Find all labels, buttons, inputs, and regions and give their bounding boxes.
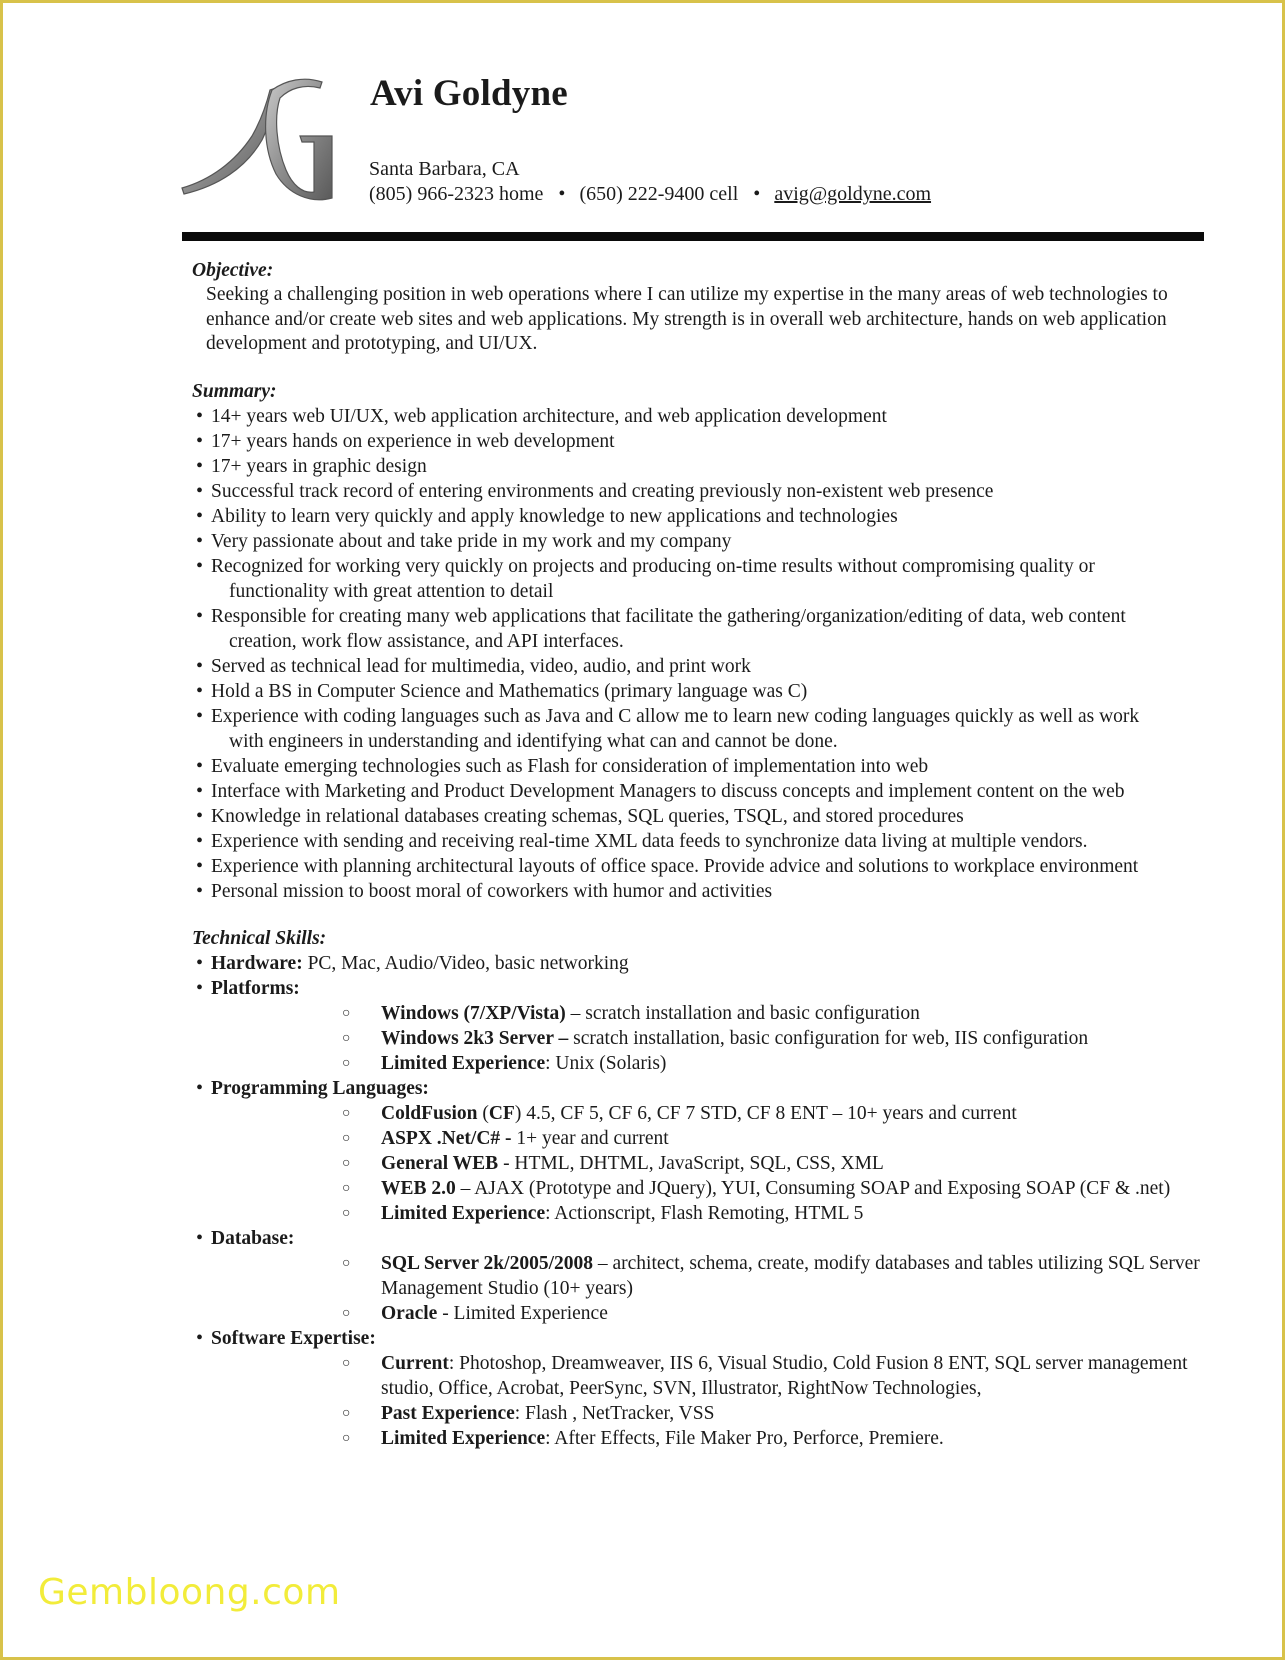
summary-item: • Personal mission to boost moral of coworkers with humor and activities: [192, 879, 1232, 904]
watermark: Gembloong.com: [38, 1572, 341, 1613]
skill-entry: ○ ASPX .Net/C# - 1+ year and current: [342, 1126, 1232, 1151]
summary-item: • Successful track record of entering environments and creating previously non-existent web presence: [192, 479, 1232, 504]
skill-entry: ○ Limited Experience: Unix (Solaris): [342, 1051, 1232, 1076]
ag-monogram-logo: [180, 76, 355, 206]
summary-list: [192, 404, 1232, 904]
skill-entry: ○ WEB 2.0 – AJAX (Prototype and JQuery), YUI, Consuming SOAP and Exposing SOAP (CF & .net): [342, 1176, 1232, 1201]
skill-entry: ○ SQL Server 2k/2005/2008 – architect, schema, create, modify databases and tables utilizing SQL Server Management Studio (10+ years): [342, 1251, 1232, 1301]
skills-title: Technical Skills:: [192, 927, 327, 949]
summary-item: • Hold a BS in Computer Science and Mathematics (primary language was C): [192, 679, 1232, 704]
cell-phone: (650) 222-9400 cell: [579, 183, 739, 205]
skill-entry: ○ ColdFusion (CF) 4.5, CF 5, CF 6, CF 7 STD, CF 8 ENT – 10+ years and current: [342, 1101, 1232, 1126]
separator: •: [753, 183, 761, 205]
skill-languages: • Programming Languages:: [192, 1076, 1232, 1101]
summary-item: • 14+ years web UI/UX, web application architecture, and web application development: [192, 404, 1232, 429]
summary-item: • Experience with sending and receiving real-time XML data feeds to synchronize data living at multiple vendors.: [192, 829, 1232, 854]
skill-entry: ○ Windows 2k3 Server – scratch installation, basic configuration for web, IIS configuration: [342, 1026, 1232, 1051]
skill-entry: ○ Oracle - Limited Experience: [342, 1301, 1232, 1326]
summary-item: • Ability to learn very quickly and apply knowledge to new applications and technologies: [192, 504, 1232, 529]
skill-entry: ○ Windows (7/XP/Vista) – scratch installation and basic configuration: [342, 1001, 1232, 1026]
summary-item: • Evaluate emerging technologies such as Flash for consideration of implementation into web: [192, 754, 1232, 779]
skills-list: [192, 951, 1232, 1001]
skill-entry: ○ Past Experience: Flash , NetTracker, VSS: [342, 1401, 1232, 1426]
email-link[interactable]: avig@goldyne.com: [774, 183, 932, 205]
skill-database: • Database:: [192, 1226, 1232, 1251]
software-list: [192, 1351, 1232, 1451]
skill-entry: ○ Limited Experience: Actionscript, Flash Remoting, HTML 5: [342, 1201, 1232, 1226]
platforms-list: [192, 1001, 1232, 1076]
summary-item: • Served as technical lead for multimedia, video, audio, and print work: [192, 654, 1232, 679]
summary-item: • Interface with Marketing and Product Development Managers to discuss concepts and implement content on the web: [192, 779, 1232, 804]
skill-hardware: • Hardware: PC, Mac, Audio/Video, basic networking: [192, 951, 1232, 976]
summary-item: • Recognized for working very quickly on projects and producing on-time results without compromising quality or functionality with great attention to detail: [192, 554, 1232, 604]
header-rule: [182, 232, 1204, 241]
summary-item: • Knowledge in relational databases creating schemas, SQL queries, TSQL, and stored procedures: [192, 804, 1232, 829]
skill-software: • Software Expertise:: [192, 1326, 1232, 1351]
summary-item: • 17+ years hands on experience in web development: [192, 429, 1232, 454]
candidate-name: Avi Goldyne: [370, 73, 568, 114]
languages-list: [192, 1101, 1232, 1226]
resume-body: [192, 258, 1232, 1451]
summary-item: • Very passionate about and take pride in my work and my company: [192, 529, 1232, 554]
skill-entry: ○ Current: Photoshop, Dreamweaver, IIS 6, Visual Studio, Cold Fusion 8 ENT, SQL server management studio, Office, Acrobat, PeerSync, SVN, Illustrator, RightNow Technologies,: [342, 1351, 1232, 1401]
contact-line: [369, 183, 931, 206]
summary-item: • Experience with coding languages such as Java and C allow me to learn new coding languages quickly as well as work with engineers in understanding and identifying what can and cannot be done.: [192, 704, 1232, 754]
location: Santa Barbara, CA: [369, 158, 520, 180]
skill-platforms: • Platforms:: [192, 976, 1232, 1001]
home-phone: (805) 966-2323 home: [369, 183, 544, 205]
database-list: [192, 1251, 1232, 1326]
objective-title: Objective:: [192, 260, 274, 281]
summary-item: • Experience with planning architectural layouts of office space. Provide advice and solutions to workplace environment: [192, 854, 1232, 879]
skill-entry: ○ Limited Experience: After Effects, File Maker Pro, Perforce, Premiere.: [342, 1426, 1232, 1451]
skill-entry: ○ General WEB - HTML, DHTML, JavaScript, SQL, CSS, XML: [342, 1151, 1232, 1176]
summary-item: • 17+ years in graphic design: [192, 454, 1232, 479]
summary-item: • Responsible for creating many web applications that facilitate the gathering/organization/editing of data, web content creation, work flow assistance, and API interfaces.: [192, 604, 1232, 654]
summary-title: Summary:: [192, 380, 277, 402]
separator: •: [558, 183, 566, 205]
objective-text: Seeking a challenging position in web operations where I can utilize my expertise in the many areas of web technologies to enhance and/or create web sites and web applications. My strength is in overall web architecture, hands on web application development and prototyping, and UI/UX.: [206, 284, 1168, 354]
